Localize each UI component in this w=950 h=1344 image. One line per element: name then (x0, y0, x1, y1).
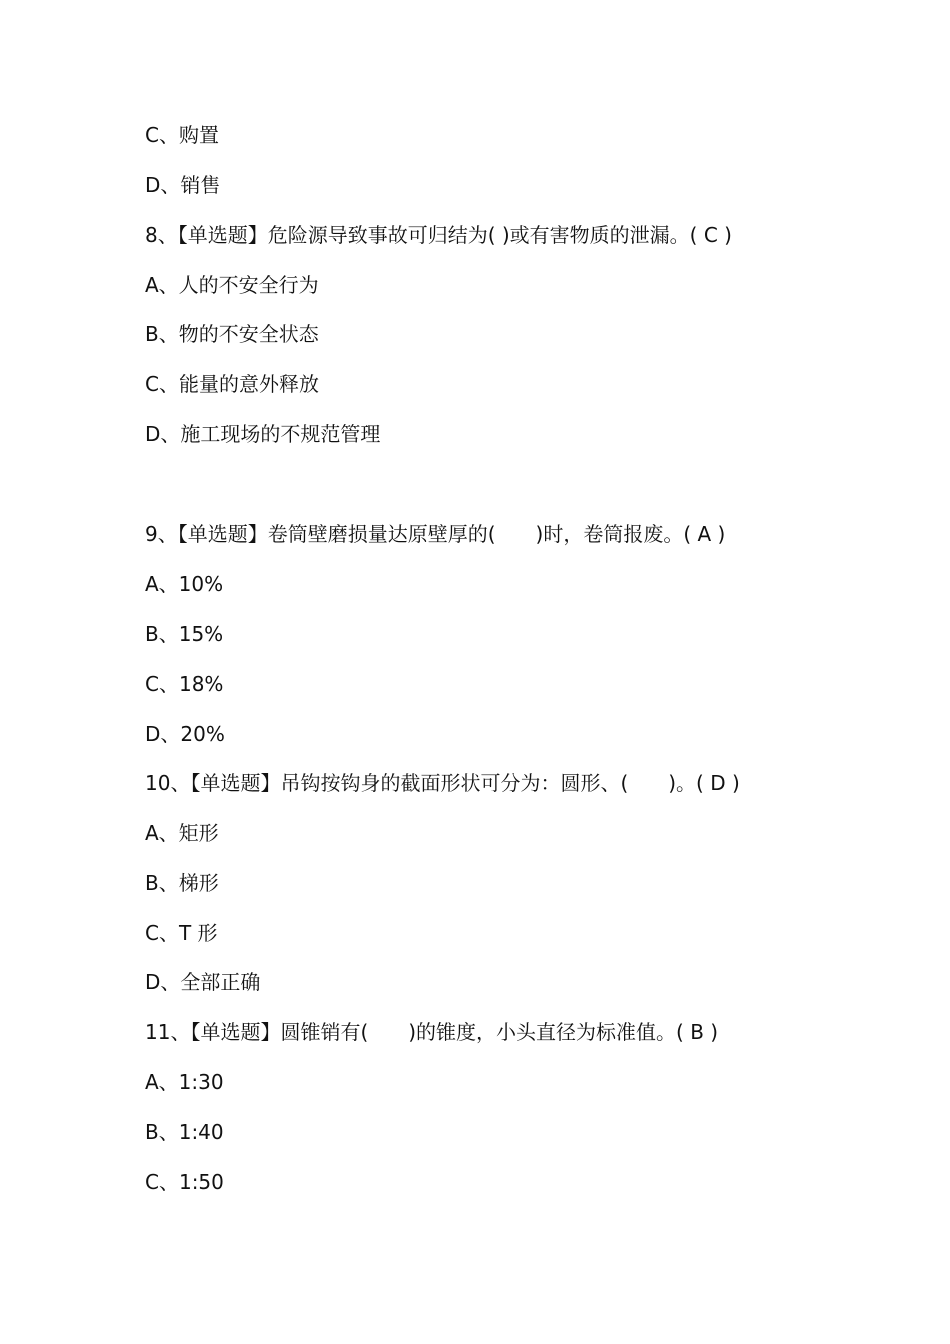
option-line: B、物的不安全状态 (145, 322, 319, 346)
question-line: 11、【单选题】圆锥销有( )的锥度，小头直径为标准值。( B ) (145, 1020, 719, 1044)
option-line: C、能量的意外释放 (145, 372, 319, 396)
option-line: D、施工现场的不规范管理 (145, 422, 381, 446)
option-line: C、T 形 (145, 921, 218, 945)
option-line: B、1:40 (145, 1120, 224, 1144)
question-line: 9、【单选题】卷筒壁磨损量达原壁厚的( )时，卷筒报废。( A ) (145, 522, 726, 546)
question-line: 10、【单选题】吊钩按钩身的截面形状可分为：圆形、( )。( D ) (145, 771, 740, 795)
option-line: C、18% (145, 672, 224, 696)
option-line: C、购置 (145, 123, 219, 147)
option-line: A、10% (145, 572, 224, 596)
option-line: A、人的不安全行为 (145, 273, 319, 297)
option-line: A、1:30 (145, 1070, 224, 1094)
option-line: C、1:50 (145, 1170, 224, 1194)
option-line: A、矩形 (145, 821, 219, 845)
option-line: B、15% (145, 622, 224, 646)
option-line: D、销售 (145, 173, 221, 197)
option-line: D、全部正确 (145, 970, 261, 994)
option-line: D、20% (145, 722, 225, 746)
option-line: B、梯形 (145, 871, 219, 895)
question-line: 8、【单选题】危险源导致事故可归结为( )或有害物质的泄漏。( C ) (145, 223, 732, 247)
